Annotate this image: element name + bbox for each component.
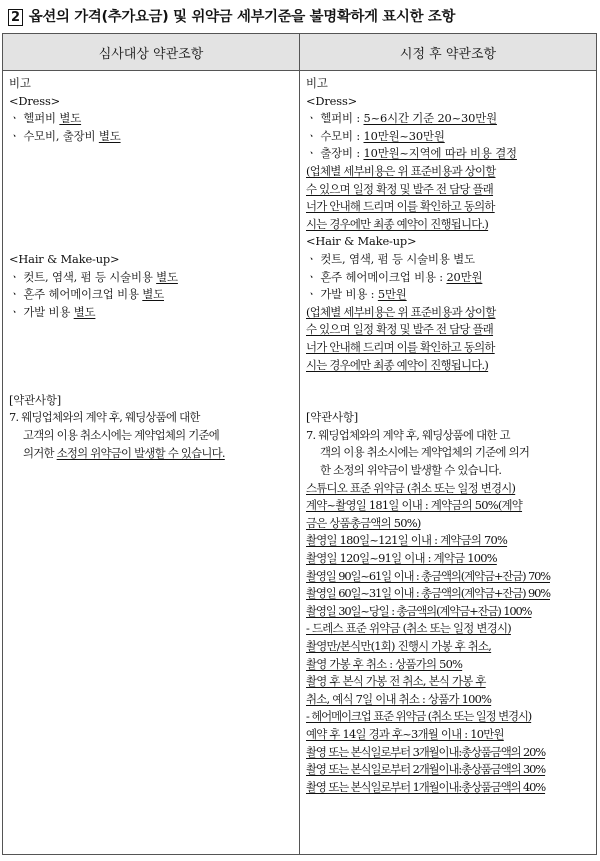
- penalty-line: 촬영일 90일~61일 이내 : 총금액의(계약금+잔금) 70%: [306, 568, 550, 583]
- list-item: ㆍ 컷트, 염색, 펌 등 시술비용 별도: [9, 269, 178, 284]
- terms-line: 고객의 이용 취소시에는 계약업체의 기준에: [23, 427, 220, 442]
- dress-notice-line: 시는 경우에만 최종 예약이 진행됩니다.): [306, 216, 489, 231]
- terms-line: 의거한 소정의 위약금이 발생할 수 있습니다.: [23, 445, 225, 460]
- terms-label: [약관사항]: [306, 410, 359, 425]
- hair-label: <Hair & Make-up>: [9, 251, 120, 266]
- penalty-line: - 헤어메이크업 표준 위약금 (취소 또는 일정 변경시): [306, 709, 532, 724]
- penalty-line: 취소, 예식 7일 이내 취소 : 상품가 100%: [306, 691, 492, 706]
- penalty-line: 계약~촬영일 181일 이내 : 계약금의 50%(계약: [306, 498, 523, 513]
- dress-label: <Dress>: [9, 93, 61, 108]
- list-item: ㆍ 출장비 : 10만원~지역에 따라 비용 결정: [306, 146, 517, 161]
- dress-notice-line: 수 있으며 일정 확정 및 발주 전 담당 플래: [306, 181, 494, 196]
- penalty-line: 금은 상품총금액의 50%): [306, 515, 421, 530]
- terms-label: [약관사항]: [9, 392, 62, 407]
- terms-line: 객의 이용 취소시에는 계약업체의 기준에 의거: [320, 445, 530, 460]
- terms-line: 7. 웨딩업체와의 계약 후, 웨딩상품에 대한 고: [306, 427, 510, 442]
- header-before: 심사대상 약관조항: [3, 34, 300, 71]
- list-item: ㆍ 가발 비용 별도: [9, 304, 96, 319]
- list-item: ㆍ 헬퍼비 별도: [9, 111, 82, 126]
- hair-label: <Hair & Make-up>: [306, 234, 417, 249]
- penalty-line: 촬영 또는 본식일로부터 3개월이내:총상품금액의 20%: [306, 744, 546, 759]
- hair-notice-line: 시는 경우에만 최종 예약이 진행됩니다.): [306, 357, 489, 372]
- penalty-line: 촬영일 120일~91일 이내 : 계약금 100%: [306, 551, 497, 566]
- penalty-line: 촬영 또는 본식일로부터 1개월이내:총상품금액의 40%: [306, 779, 546, 794]
- penalty-line: 촬영일 30일~당일 : 총금액의(계약금+잔금) 100%: [306, 603, 532, 618]
- header-after: 시정 후 약관조항: [300, 34, 597, 71]
- section-title: 옵션의 가격(추가요금) 및 위약금 세부기준을 불명확하게 표시한 조항: [28, 9, 456, 25]
- note-label: 비고: [306, 76, 328, 90]
- dress-label: <Dress>: [306, 93, 358, 108]
- note-label: 비고: [9, 76, 31, 90]
- list-item: ㆍ 헬퍼비 : 5~6시간 기준 20~30만원: [306, 111, 497, 126]
- list-item: ㆍ 가발 비용 : 5만원: [306, 287, 407, 302]
- section-number-box: 2: [8, 9, 23, 26]
- penalty-line: 촬영 후 본식 가봉 전 취소, 본식 가봉 후: [306, 674, 486, 689]
- list-item: ㆍ 수모비 : 10만원~30만원: [306, 128, 445, 143]
- penalty-line: 촬영일 60일~31일 이내 : 총금액의(계약금+잔금) 90%: [306, 586, 550, 601]
- penalty-line: 촬영일 180일~121일 이내 : 계약금의 70%: [306, 533, 508, 548]
- table-body-row: [3, 71, 597, 855]
- list-item: ㆍ 혼주 헤어메이크업 비용 별도: [9, 287, 164, 302]
- penalty-line: 스튜디오 표준 위약금 (취소 또는 일정 변경시): [306, 480, 516, 495]
- before-clause-cell: [3, 71, 300, 855]
- list-item: ㆍ 컷트, 염색, 펌 등 시술비용 별도: [306, 251, 475, 266]
- list-item: ㆍ 혼주 헤어메이크업 비용 : 20만원: [306, 269, 483, 284]
- table-header-row: [3, 34, 597, 71]
- hair-notice-line: (업체별 세부비용은 위 표준비용과 상이할: [306, 304, 496, 319]
- hair-notice-line: 수 있으며 일정 확정 및 발주 전 담당 플래: [306, 322, 494, 337]
- penalty-line: - 드레스 표준 위약금 (취소 또는 일정 변경시): [306, 621, 511, 636]
- after-clause-cell: [300, 71, 597, 855]
- penalty-line: 촬영 가봉 후 취소 : 상품가의 50%: [306, 656, 463, 671]
- terms-line: 한 소정의 위약금이 발생할 수 있습니다.: [320, 463, 502, 478]
- penalty-line: 촬영 또는 본식일로부터 2개월이내:총상품금액의 30%: [306, 762, 546, 777]
- dress-notice-line: 너가 안내해 드리며 이를 확인하고 동의하: [306, 199, 495, 214]
- dress-notice-line: (업체별 세부비용은 위 표준비용과 상이할: [306, 163, 496, 178]
- hair-notice-line: 너가 안내해 드리며 이를 확인하고 동의하: [306, 339, 495, 354]
- section-heading: [8, 5, 598, 26]
- penalty-line: 예약 후 14일 경과 후~3개월 이내 : 10만원: [306, 726, 504, 741]
- list-item: ㆍ 수모비, 출장비 별도: [9, 128, 121, 143]
- terms-line: 7. 웨딩업체와의 계약 후, 웨딩상품에 대한: [9, 410, 200, 425]
- comparison-table: [2, 33, 597, 855]
- penalty-line: 촬영만/본식만(1회) 진행시 가봉 후 취소,: [306, 639, 492, 653]
